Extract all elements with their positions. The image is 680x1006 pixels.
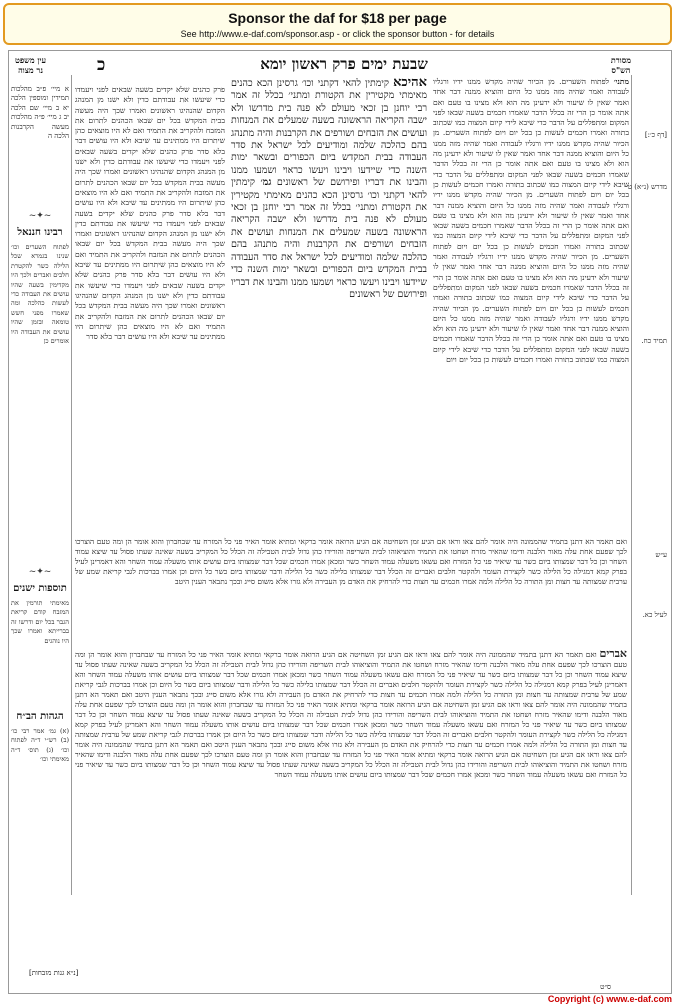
hagahot-text: (א) גמ׳ אמר רבי כו׳ (ב) רש״י ד״ה לפתוח וכו׳ (ג) תוס׳ ד״ה מאימתי וכו׳	[11, 727, 69, 764]
ein-mishpat-label: עין משפט נר מצוה	[15, 55, 47, 75]
gemara-label: גמ׳	[260, 177, 272, 189]
ornament-divider-2: ~✦~	[28, 567, 52, 577]
masoret-label: מסורת הש"ס	[610, 55, 631, 75]
chapter-title: שבעת ימים פרק ראשון יומא	[260, 55, 428, 73]
tosafot-column: פרק כהנים שלא יקדים בשעה שבאים לפני ויעמדו כדי שיעשו את עבודתם כדין ולא ישנו מן המנהג הקדום שהנהיגו ראשונים ואמרו שכך היה מעשה בבית המקדש בכל יום שבאו הכהנים לתרום את המזבח ולהקריב את התמיד ואם לא היו מוצאים כהן שיתרום היו ממתינים עד שיבא ולא היו עושים דבר בלא סדר פרק כהנים שלא יקדים בשעה שבאים לפני ויעמדו כדי שיעשו את עבודתם כדין ולא ישנו מן המנהג הקדום שהנהיגו ראשונים ואמרו שכך היה מעשה בבית המקדש בכל יום שבאו הכהנים לתרום את המזבח ולהקריב את התמיד ואם לא היו מוצאים כהן שיתרום היו ממתינים עד שיבא ולא היו עושים דבר בלא סדר פרק כהנים שלא יקדים בשעה שבאים לפני ויעמדו כדי שיעשו את עבודתם כדין ולא ישנו מן המנהג הקדום שהנהיגו ראשונים ואמרו שכך היה מעשה בבית המקדש בכל יום שבאו הכהנים לתרום את המזבח ולהקריב את התמיד ואם לא היו מוצאים כהן שיתרום היו ממתינים עד שיבא ולא היו עושים דבר בלא סדר פרק כהנים שלא יקדים בשעה שבאים לפני ויעמדו כדי שיעשו את עבודתם כדין ולא ישנו מן המנהג הקדום שהנהיגו ראשונים ואמרו שכך היה מעשה בבית המקדש בכל יום שבאו הכהנים לתרום את המזבח ולהקריב את התמיד ואם לא היו מוצאים כהן שיתרום היו ממתינים עד שיבא ולא היו עושים דבר בלא סדר	[75, 85, 225, 342]
lower-rashi-text: ואם תאמר הא דתנן בתמיד שהממונה היה אומר להם צאו וראו אם הגיע זמן השחיטה אם הגיע הרואה אומר ברקאי ומתיא אומר האיר פני כל המזרח עד שבחברון והוא אומר הן ומה טעם הוצרכו לכך שפעם אחת עלה מאור הלבנה ודימו שהאיר מזרח ושחטו את התמיד והוציאוהו לבית השריפה והורידו כהן גדול לבית הטבילה זה הכלל כל המקריב בשעה שאינה שעתו פסול עד שיצא עמוד השחר וכן כל דבר שמצותו ביום כשר עד שיאיר פני כל המזרח ואם עשאו משעלה עמוד השחר כשר ומכאן אמרו חכמים שכל דבר שמצותו ביום עושים אותו משעלה עמוד השחר והא דאמרינן לעיל בפרק קמא דמגילה כל הלילה כשר לקצירת העומר ולהקטר חלבים ואברים זה הכלל דבר שמצותו בלילה כשר כל הלילה ודבר שמצותו ביום כשר כל היום וכן אמרו בברכות לגבי קריאת שמע של ערבית שמצותה עד חצות ומן התורה כל הלילה ולמה אמרו חכמים עד חצות כדי להרחיק את האדם מן העבירה ולא גזרו אלא משום סייג ובכך נתבאר הענין היטב	[75, 537, 627, 586]
bottom-note: [נ״א גנות מזבחות]	[29, 969, 79, 977]
sponsor-title[interactable]: Sponsor the daf for $18 per page	[228, 10, 447, 26]
tosafot-yeshanim-text: מאימתי תורמין את המזבח קודם קריאת הגבר בכל יום ודרשו זה בברייתא ואמרו שכך היו נוהגים	[11, 599, 69, 645]
daf-number: כ	[97, 55, 106, 75]
rashi-column: מתני׳ לפתוח השערים. מן הכיור שהיה מקדש ממנו ידיו ורגליו לעבודה ואמר שהיה מזה ממנו כל היום והוציא ממנה דבר אחד ואמר שאין לו שיעור ולא ידעינן מה הוא ולא מצינו בו טעם ואם אתה אומר כן הרי זה בכלל הדבר שאמרו חכמים בשעה שבאו לפני המקום ומתפללים על הדבר כדי שיבא לידי קיום המצוה כמו שכתוב בתורה ואמרו חכמים לעשות כן בכל יום ויום לפתוח השערים. מן הכיור שהיה מקדש ממנו ידיו ורגליו לעבודה ואמר שהיה מזה ממנו כל היום והוציא ממנה דבר אחד ואמר שאין לו שיעור ולא ידעינן מה הוא ולא מצינו בו טעם ואם אתה אומר כן הרי זה בכלל הדבר שאמרו חכמים בשעה שבאו לפני המקום ומתפללים על הדבר כדי שיבא לידי קיום המצוה כמו שכתוב בתורה ואמרו חכמים לעשות כן בכל יום ויום לפתוח השערים. מן הכיור שהיה מקדש ממנו ידיו ורגליו לעבודה ואמר שהיה מזה ממנו כל היום והוציא ממנה דבר אחד ואמר שאין לו שיעור ולא ידעינן מה הוא ולא מצינו בו טעם ואם אתה אומר כן הרי זה בכלל הדבר שאמרו חכמים בשעה שבאו לפני המקום ומתפללים על הדבר כדי שיבא לידי קיום המצוה כמו שכתוב בתורה ואמרו חכמים לעשות כן בכל יום ויום לפתוח השערים. מן הכיור שהיה מקדש ממנו ידיו ורגליו לעבודה ואמר שהיה מזה ממנו כל היום והוציא ממנה דבר אחד ואמר שאין לו שיעור ולא ידעינן מה הוא ולא מצינו בו טעם ואם אתה אומר כן הרי זה בכלל הדבר שאמרו חכמים בשעה שבאו לפני המקום ומתפללים על הדבר כדי שיבא לידי קיום המצוה כמו שכתוב בתורה ואמרו חכמים לעשות כן בכל יום ויום לפתוח השערים. מן הכיור שהיה מקדש ממנו ידיו ורגליו לעבודה ואמר שהיה מזה ממנו כל היום והוציא ממנה דבר אחד ואמר שאין לו שיעור ולא ידעינן מה הוא ולא מצינו בו טעם ואם אתה אומר כן הרי זה בכלל הדבר שאמרו חכמים בשעה שבאו לפני המקום ומתפללים על הדבר כדי שיבא לידי קיום המצוה כמו שכתוב בתורה ואמרו חכמים לעשות כן בכל יום ויום	[433, 77, 629, 365]
lower-tosafot-text: אברים ואם תאמר הא דתנן בתמיד שהממונה היה אומר להם צאו וראו אם הגיע זמן השחיטה אם הגיע הרואה אומר ברקאי ומתיא אומר האיר פני כל המזרח עד שבחברון והוא אומר הן ומה טעם הוצרכו לכך שפעם אחת עלה מאור הלבנה ודימו שהאיר מזרח ושחטו את התמיד והוציאוהו לבית השריפה והורידו כהן גדול לבית הטבילה זה הכלל כל המקריב בשעה שאינה שעתו פסול עד שיצא עמוד השחר וכן כל דבר שמצותו ביום כשר עד שיאיר פני כל המזרח ואם עשאו משעלה עמוד השחר כשר ומכאן אמרו חכמים שכל דבר שמצותו ביום עושים אותו משעלה עמוד השחר והא דאמרינן לעיל בפרק קמא דמגילה כל הלילה כשר לקצירת העומר ולהקטר חלבים ואברים זה הכלל דבר שמצותו בלילה כשר כל הלילה ודבר שמצותו ביום כשר כל היום וכן אמרו בברכות לגבי קריאת שמע של ערבית שמצותה עד חצות ומן התורה כל הלילה ולמה אמרו חכמים עד חצות כדי להרחיק את האדם מן העבירה ולא גזרו אלא משום סייג ובכך נתבאר הענין היטב ואם תאמר הא דתנן בתמיד שהממונה היה אומר להם צאו וראו אם הגיע זמן השחיטה אם הגיע הרואה אומר ברקאי ומתיא אומר האיר פני כל המזרח עד שבחברון והוא אומר הן ומה טעם הוצרכו לכך שפעם אחת עלה מאור הלבנה ודימו שהאיר מזרח ושחטו את התמיד והוציאוהו לבית השריפה והורידו כהן גדול לבית הטבילה זה הכלל כל המקריב בשעה שאינה שעתו פסול עד שיצא עמוד השחר וכן כל דבר שמצותו ביום כשר עד שיאיר פני כל המזרח ואם עשאו משעלה עמוד השחר כשר ומכאן אמרו חכמים שכל דבר שמצותו ביום עושים אותו משעלה עמוד השחר והא דאמרינן לעיל בפרק קמא דמגילה כל הלילה כשר לקצירת העומר ולהקטר חלבים ואברים זה הכלל דבר שמצותו בלילה כשר כל הלילה ודבר שמצותו ביום כשר כל היום וכן אמרו בברכות לגבי קריאת שמע של ערבית שמצותה עד חצות ומן התורה כל הלילה ולמה אמרו חכמים עד חצות כדי להרחיק את האדם מן העבירה ולא גזרו אלא משום סייג ובכך נתבאר הענין היטב ואם תאמר הא דתנן בתמיד שהממונה היה אומר להם צאו וראו אם הגיע זמן השחיטה אם הגיע הרואה אומר ברקאי ומתיא אומר האיר פני כל המזרח עד שבחברון והוא אומר הן ומה טעם הוצרכו לכך שפעם אחת עלה מאור הלבנה ודימו שהאיר מזרח ושחטו את התמיד והוציאוהו לבית השריפה והורידו כהן גדול לבית הטבילה זה הכלל כל המקריב בשעה שאינה שעתו פסול עד שיצא עמוד השחר וכן כל דבר שמצותו ביום כשר עד שיאיר פני כל המזרח ואם עשאו משעלה עמוד השחר כשר ומכאן אמרו חכמים שכל דבר שמצותו ביום עושים אותו משעלה עמוד השחר	[75, 649, 627, 779]
left-divider	[71, 75, 72, 895]
rabbeinu-chananel-title: רבינו חננאל	[17, 227, 63, 238]
margin-ref-3: תמיד כח.	[641, 337, 667, 345]
tosafot-yeshanim-title: תוספות ישנים	[13, 583, 67, 594]
margin-ref-2: מדרש (נ״א) ט׳	[626, 183, 667, 191]
mishna-label: מתני׳	[613, 77, 629, 86]
page-end: ס״ט	[600, 983, 611, 991]
rabbeinu-chananel-text: לפתוח השערים וכו׳ שנינו בגמרא שכל הלילה כשר להקטרת חלבים ואברים ולכך היו מקדימין בשעה שהיו עושים את העבודה כדי לעשות כהלכה ומה שאמרו מפני חשש טומאה ובזמן שהיו עושים את העבודה היו אומרים כן	[11, 243, 69, 346]
opening-rashi: אברים	[599, 649, 627, 660]
sponsor-subtitle[interactable]: See http://www.e-daf.com/sponsor.asp - or click the sponsor button - for details	[180, 29, 495, 39]
copyright-link[interactable]: Copyright (c) www.e-daf.com	[547, 994, 672, 1004]
talmud-page	[8, 50, 672, 994]
opening-word: אהיכא	[393, 77, 427, 90]
margin-ref-4: ע״ש	[655, 551, 667, 559]
main-gemara-text: אהיכא קימתין להאי דקתני וכו׳ גרסינן הכא כהנים מאימתי מקטירין את הקטורת ומתני׳ בכלל זה אמר רבי יוחנן בן זכאי מעולם לא פנה בית מדרשו ולא ישבה הקריאה הראשונה בשעה שמעלים את המנחות ועושים את הזבחים ושורפים את הקרבנות והיה מתנהג בהם כהלכה שלמה ומודיעים לכל ישראל את סדר העבודה בבית המקדש ביום הכפורים ובשאר ימות השנה כדי שיידעו ויבינו ויעשו כראוי ושמעו ממנו והבינו את דבריו ופירושם של ראשונים גמ׳ קימתין להאי דקתני וכו׳ גרסינן הכא כהנים מאימתי מקטירין את הקטורת ומתני׳ בכלל זה אמר רבי יוחנן בן זכאי מעולם לא פנה בית מדרשו ולא ישבה הקריאה הראשונה בשעה שמעלים את המנחות ועושים את הזבחים ושורפים את הקרבנות והיה מתנהג בהם כהלכה שלמה ומודיעים לכל ישראל את סדר העבודה בבית המקדש ביום הכפורים ובשאר ימות השנה כדי שיידעו ויבינו ויעשו כראוי ושמעו ממנו והבינו את דבריו ופירושם של ראשונים	[231, 77, 427, 300]
margin-ref-5: לעיל כא.	[642, 611, 667, 619]
sponsor-banner[interactable]	[3, 3, 672, 45]
ein-mishpat-text: א מיי׳ פ״ב מהלכות תמידין ומוספין הלכה יא ב מיי׳ שם הלכה יב ג מיי׳ פ״ה מהלכות מעשה הקרבנות הלכה ה	[11, 85, 69, 141]
ornament-divider: ~✦~	[28, 211, 52, 221]
margin-ref-1: [דף כ׳:]	[644, 131, 667, 139]
right-divider	[631, 75, 632, 895]
hagahot-title: הגהות הב״ח	[16, 711, 64, 722]
